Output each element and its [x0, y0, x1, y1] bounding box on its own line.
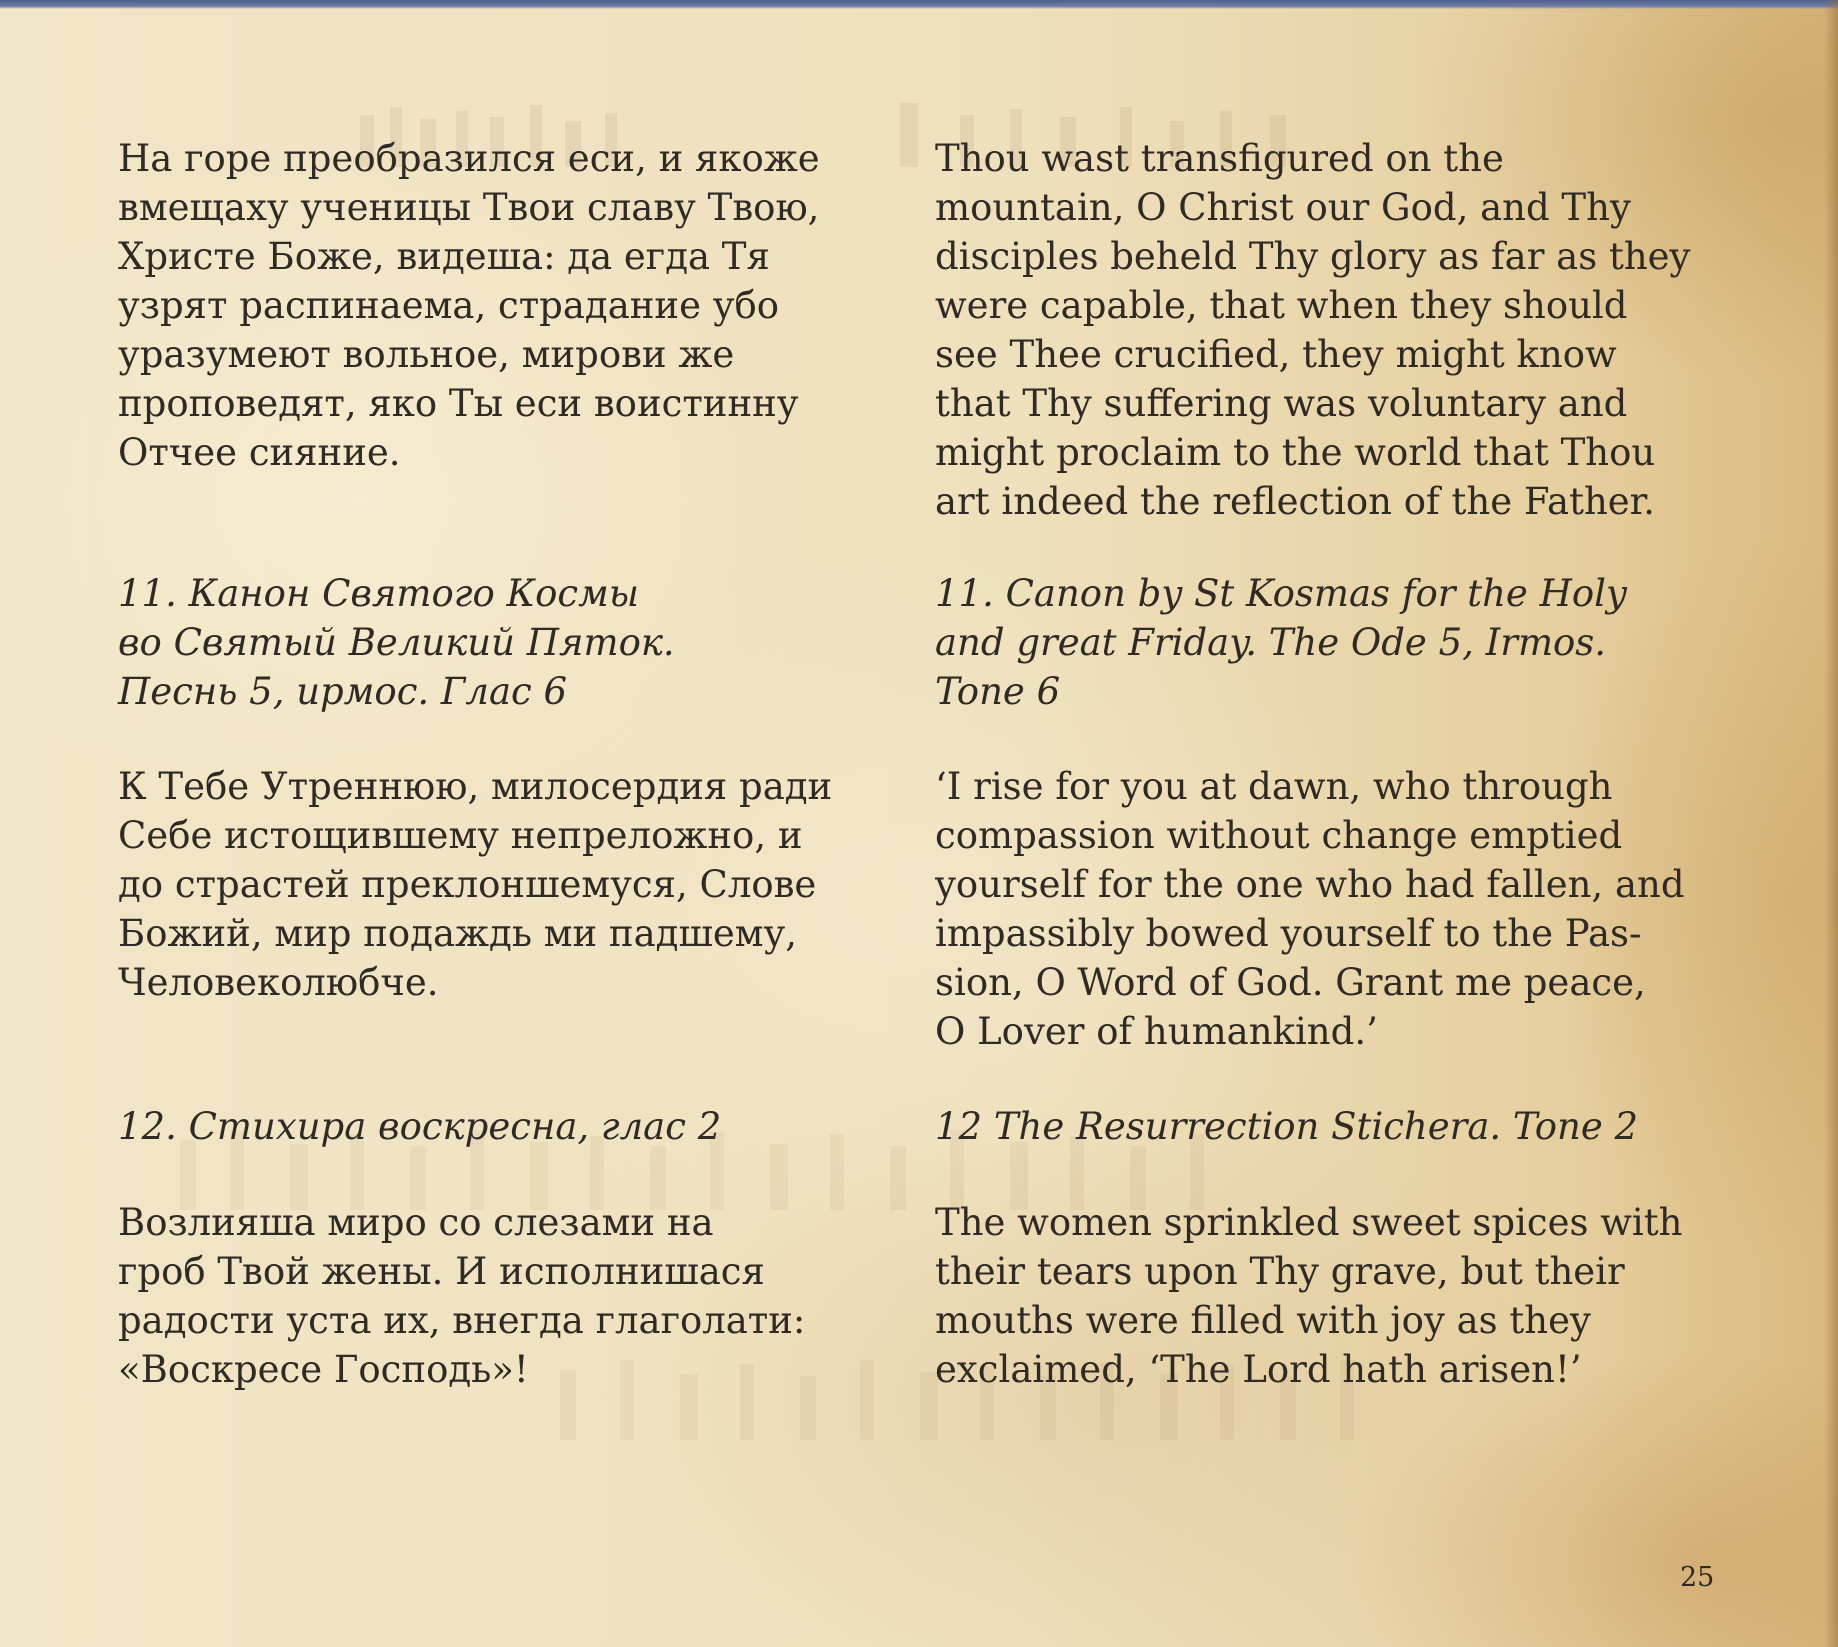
text-line: узрят распинаема, страдание убо — [118, 284, 780, 327]
text-line: sion, O Word of God. Grant me peace, — [935, 961, 1646, 1004]
text-line: Отчее сияние. — [118, 431, 401, 474]
heading-line: Песнь 5, ирмос. Глас 6 — [118, 670, 568, 713]
ru-irmos-text — [118, 762, 832, 1007]
text-line: Божий, мир подаждь ми падшему, — [118, 912, 798, 955]
heading-line: во Святый Великий Пяток. — [118, 621, 675, 664]
text-line: might proclaim to the world that Thou — [935, 431, 1656, 474]
text-line: see Thee crucified, they might know — [935, 333, 1617, 376]
en-irmos-text — [935, 762, 1685, 1056]
heading-line: Tone 6 — [935, 670, 1061, 713]
text-line: Человеколюбче. — [118, 961, 439, 1004]
en-section-heading-11 — [935, 569, 1627, 716]
en-troparion-text — [935, 134, 1690, 526]
text-line: The women sprinkled sweet spices with — [935, 1201, 1683, 1244]
text-line: «Воскресе Господь»! — [118, 1348, 529, 1391]
text-line: mouths were filled with joy as they — [935, 1299, 1591, 1342]
text-line: Христе Боже, видеша: да егда Тя — [118, 235, 770, 278]
text-line: Thou wast transfigured on the — [935, 137, 1504, 180]
right-page-edge-shadow — [1824, 0, 1838, 1647]
text-line: Себе истощившему непреложно, и — [118, 814, 803, 857]
text-line: were capable, that when they should — [935, 284, 1628, 327]
ru-section-heading-12 — [118, 1102, 721, 1151]
heading-line: 11. Canon by St Kosmas for the Holy — [935, 572, 1627, 615]
text-line: К Тебе Утреннюю, милосердия ради — [118, 765, 833, 808]
text-line: до страстей преклоншемуся, Слове — [118, 863, 817, 906]
heading-line: 11. Канон Святого Космы — [118, 572, 639, 615]
text-line: art indeed the reflection of the Father. — [935, 480, 1656, 523]
ru-troparion-text — [118, 134, 820, 477]
text-line: yourself for the one who had fallen, and — [935, 863, 1685, 906]
page-number: 25 — [1680, 1562, 1715, 1593]
text-line: disciples beheld Thy glory as far as they — [935, 235, 1691, 278]
ru-section-heading-11 — [118, 569, 675, 716]
text-line: mountain, O Christ our God, and Thy — [935, 186, 1631, 229]
text-line: exclaimed, ‘The Lord hath arisen!’ — [935, 1348, 1582, 1391]
text-line: проповедят, яко Ты еси воистинну — [118, 382, 799, 425]
heading-line: and great Friday. The Ode 5, Irmos. — [935, 621, 1607, 664]
text-line: ‘I rise for you at dawn, who through — [935, 765, 1613, 808]
ru-sticheron-text — [118, 1198, 805, 1394]
text-line: гроб Твой жены. И исполнишася — [118, 1250, 765, 1293]
text-line: вмещаху ученицы Твои славу Твою, — [118, 186, 820, 229]
text-line: Возлияша миро со слезами на — [118, 1201, 714, 1244]
text-line: уразумеют вольное, мирови же — [118, 333, 735, 376]
top-color-band — [0, 0, 1838, 9]
heading-line: 12. Стихира воскресна, глас 2 — [118, 1105, 722, 1148]
text-line: that Thy suffering was voluntary and — [935, 382, 1628, 425]
text-line: compassion without change emptied — [935, 814, 1623, 857]
en-sticheron-text — [935, 1198, 1682, 1394]
text-line: На горе преобразился еси, и якоже — [118, 137, 820, 180]
en-section-heading-12 — [935, 1102, 1638, 1151]
text-line: O Lover of humankind.’ — [935, 1010, 1378, 1053]
text-line: impassibly bowed yourself to the Pas- — [935, 912, 1642, 955]
heading-line: 12 The Resurrection Stichera. Tone 2 — [935, 1105, 1639, 1148]
text-line: радости уста их, внегда глаголати: — [118, 1299, 806, 1342]
text-line: their tears upon Thy grave, but their — [935, 1250, 1625, 1293]
